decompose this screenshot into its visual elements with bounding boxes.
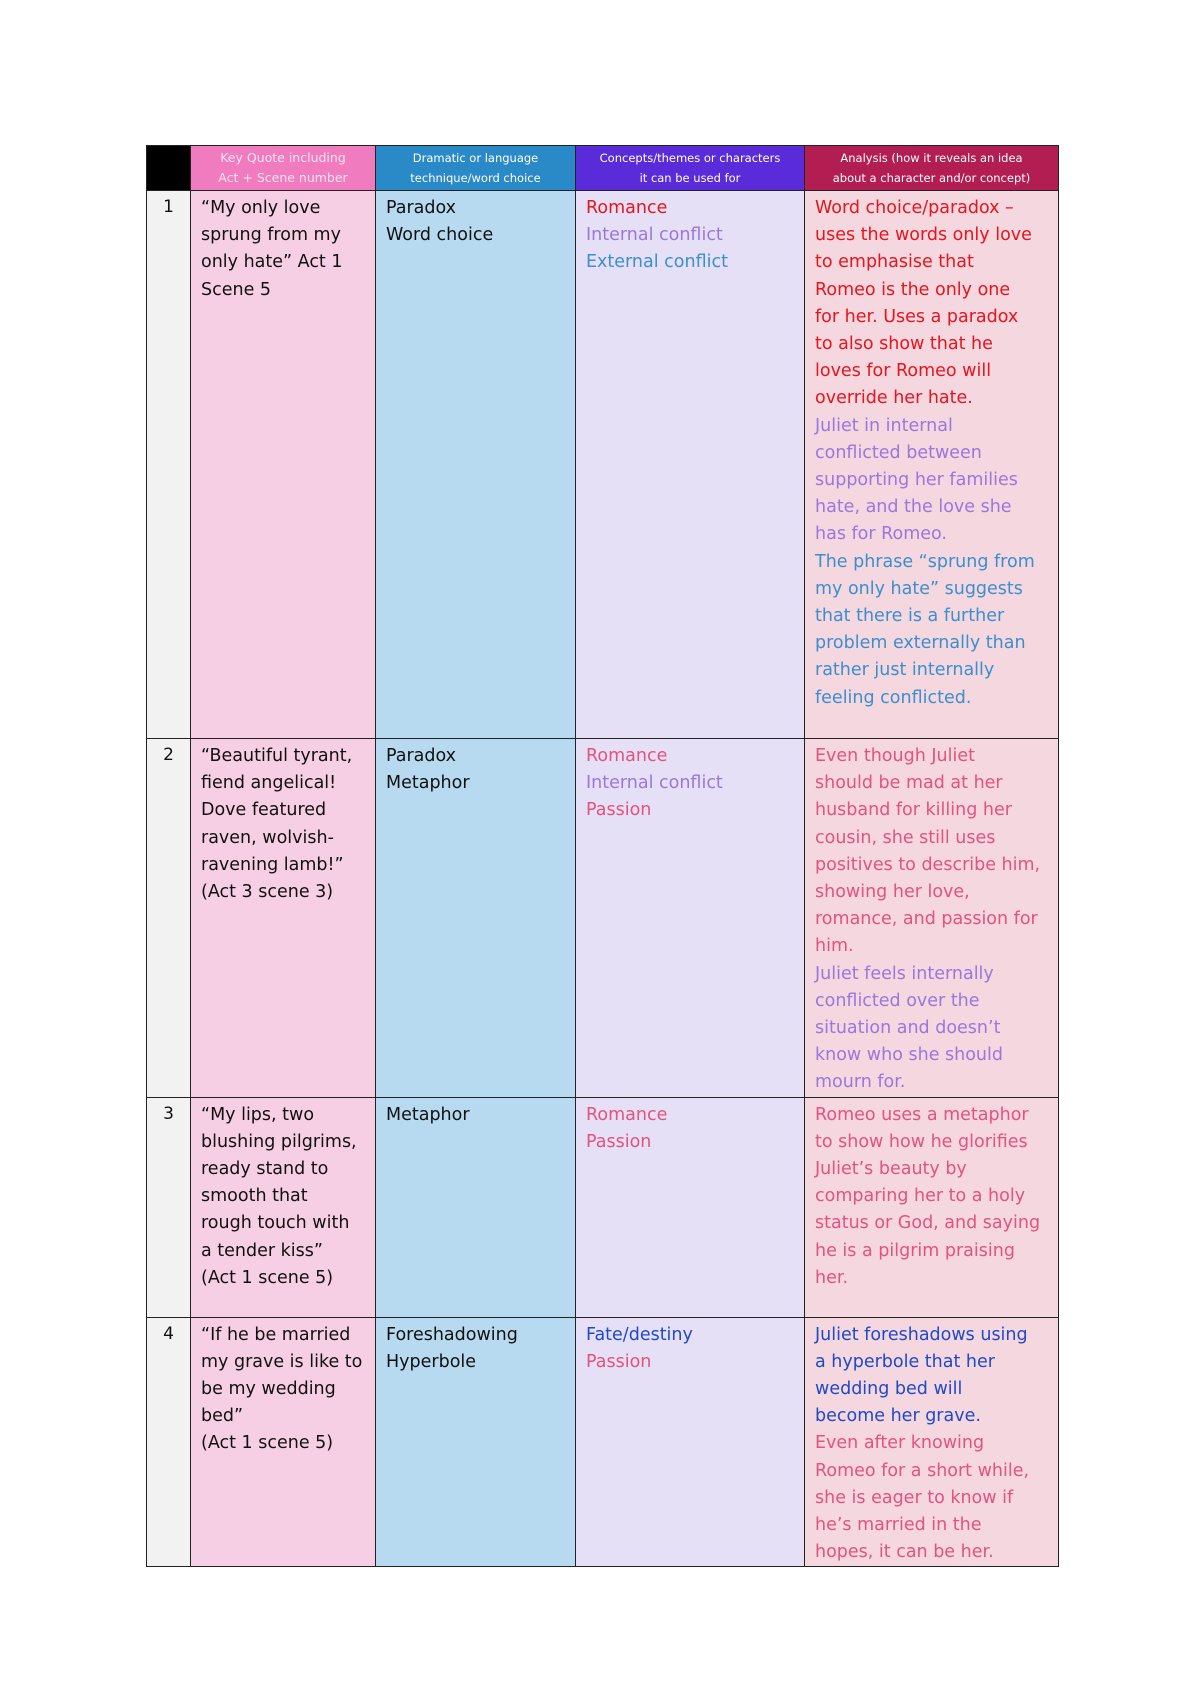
quote-line: a tender kiss” <box>201 1240 323 1261</box>
quote-line: smooth that <box>201 1186 308 1207</box>
technique-cell <box>376 1097 576 1317</box>
analysis-line: Romeo for a short while, <box>815 1460 1030 1481</box>
quote-line: be my wedding <box>201 1379 336 1400</box>
analysis-line: loves for Romeo will <box>815 361 992 382</box>
concept-item: Romance <box>586 1104 668 1125</box>
technique-cell <box>376 1317 576 1567</box>
row-number-cell <box>147 1317 191 1567</box>
technique-item: Hyperbole <box>386 1351 477 1372</box>
quote-line: Dove featured <box>201 800 327 821</box>
concept-item: Internal conflict <box>586 225 723 246</box>
quote-line: raven, wolvish- <box>201 827 334 848</box>
header-key-quote <box>191 146 376 191</box>
concept-item: Romance <box>586 746 668 766</box>
technique-item: Word choice <box>386 225 494 246</box>
analysis-line: her. <box>815 1267 849 1288</box>
analysis-cell <box>805 1317 1059 1567</box>
analysis-line: him. <box>815 936 854 957</box>
quote-line: ready stand to <box>201 1159 329 1180</box>
quote-line: “If he be married <box>201 1324 351 1345</box>
analysis-line: know who she should <box>815 1045 1003 1066</box>
quote-line: “My lips, two <box>201 1104 315 1125</box>
analysis-cell <box>805 191 1059 739</box>
concept-item: External conflict <box>586 252 728 273</box>
analysis-line: The phrase “sprung from <box>815 551 1035 572</box>
quote-line: ravening lamb!” <box>201 854 344 875</box>
row-number-cell <box>147 191 191 739</box>
analysis-line: to emphasise that <box>815 252 974 273</box>
analysis-line: wedding bed will <box>815 1379 963 1400</box>
technique-item: Paradox <box>386 746 457 766</box>
technique-item: Metaphor <box>386 1104 470 1125</box>
analysis-line: my only hate” suggests <box>815 578 1023 599</box>
row-number: 2 <box>163 745 174 765</box>
quote-cell <box>191 1317 376 1567</box>
quote-line: sprung from my <box>201 225 341 246</box>
analysis-line: hopes, it can be her. <box>815 1542 994 1563</box>
analysis-line: status or God, and saying <box>815 1213 1041 1234</box>
quote-cell <box>191 1097 376 1317</box>
analysis-line: mourn for. <box>815 1072 906 1093</box>
analysis-line: hate, and the love she <box>815 497 1012 518</box>
analysis-line: cousin, she still uses <box>815 827 996 848</box>
analysis-line: override her hate. <box>815 388 973 409</box>
header-analysis <box>805 146 1059 191</box>
table-row <box>147 739 1059 1098</box>
analysis-line: he is a pilgrim praising <box>815 1240 1015 1261</box>
technique-item: Paradox <box>386 198 457 218</box>
header-corner-cell <box>147 146 191 191</box>
table-row <box>147 1317 1059 1567</box>
row-number-cell <box>147 1097 191 1317</box>
concept-item: Passion <box>586 1351 652 1372</box>
concept-item: Passion <box>586 1131 652 1152</box>
analysis-line: Romeo uses a metaphor <box>815 1104 1029 1125</box>
quote-analysis-table <box>146 145 1059 1567</box>
analysis-line: conflicted between <box>815 442 982 463</box>
analysis-line: Word choice/paradox – <box>815 198 1014 218</box>
concepts-cell <box>576 1097 805 1317</box>
quote-line: rough touch with <box>201 1213 350 1234</box>
header-key-quote-line: Act + Scene number <box>218 170 348 185</box>
concept-item: Passion <box>586 800 652 821</box>
technique-item: Metaphor <box>386 773 470 794</box>
quote-line: (Act 1 scene 5) <box>201 1433 334 1454</box>
analysis-line: Juliet foreshadows using <box>815 1324 1028 1345</box>
analysis-line: a hyperbole that her <box>815 1351 995 1372</box>
concepts-cell <box>576 1317 805 1567</box>
header-technique-line: technique/word choice <box>410 171 541 185</box>
analysis-line: feeling conflicted. <box>815 687 972 708</box>
row-number: 4 <box>163 1323 174 1344</box>
analysis-line: Juliet’s beauty by <box>815 1159 967 1180</box>
quote-cell <box>191 191 376 739</box>
header-key-quote-line: Key Quote including <box>220 150 346 165</box>
analysis-line: positives to describe him, <box>815 854 1041 875</box>
concept-item: Internal conflict <box>586 773 723 794</box>
analysis-line: comparing her to a holy <box>815 1186 1026 1207</box>
analysis-line: Even after knowing <box>815 1433 985 1454</box>
concept-item: Fate/destiny <box>586 1324 693 1345</box>
table-row <box>147 191 1059 739</box>
analysis-line: supporting her families <box>815 470 1018 491</box>
header-concepts-line: Concepts/themes or characters <box>599 151 781 165</box>
header-analysis-line: about a character and/or concept) <box>832 171 1031 185</box>
header-analysis-line: Analysis (how it reveals an idea <box>840 151 1023 165</box>
header-row <box>147 146 1059 191</box>
quote-line: (Act 3 scene 3) <box>201 882 334 903</box>
analysis-line: he’s married in the <box>815 1515 982 1536</box>
row-number-cell <box>147 739 191 1098</box>
quote-cell <box>191 739 376 1098</box>
analysis-line: to show how he glorifies <box>815 1131 1028 1152</box>
analysis-line: uses the words only love <box>815 225 1032 246</box>
header-technique <box>376 146 576 191</box>
technique-cell <box>376 191 576 739</box>
analysis-line: that there is a further <box>815 606 1005 627</box>
analysis-line: rather just internally <box>815 660 995 681</box>
quote-line: my grave is like to <box>201 1351 363 1372</box>
quote-line: Scene 5 <box>201 279 272 300</box>
analysis-line: husband for killing her <box>815 800 1012 821</box>
concepts-cell <box>576 739 805 1098</box>
concepts-cell <box>576 191 805 739</box>
analysis-line: situation and doesn’t <box>815 1018 1001 1039</box>
analysis-line: conflicted over the <box>815 990 980 1011</box>
analysis-line: romance, and passion for <box>815 909 1038 930</box>
analysis-line: Juliet feels internally <box>815 963 994 984</box>
header-technique-line: Dramatic or language <box>412 151 539 165</box>
row-number: 1 <box>163 197 174 217</box>
analysis-line: Juliet in internal <box>815 415 953 436</box>
quote-line: (Act 1 scene 5) <box>201 1267 334 1288</box>
header-concepts-line: it can be used for <box>639 171 741 185</box>
table-row <box>147 1097 1059 1317</box>
technique-item: Foreshadowing <box>386 1324 518 1345</box>
analysis-line: she is eager to know if <box>815 1487 1014 1508</box>
analysis-line: Romeo is the only one <box>815 279 1011 300</box>
quote-line: bed” <box>201 1406 244 1427</box>
analysis-line: has for Romeo. <box>815 524 947 545</box>
analysis-line: for her. Uses a paradox <box>815 306 1019 327</box>
quote-line: “Beautiful tyrant, <box>201 746 353 766</box>
analysis-line: Even though Juliet <box>815 746 975 766</box>
quote-line: fiend angelical! <box>201 773 337 794</box>
quote-line: only hate” Act 1 <box>201 252 343 273</box>
analysis-line: become her grave. <box>815 1406 981 1427</box>
technique-cell <box>376 739 576 1098</box>
analysis-line: should be mad at her <box>815 773 1003 794</box>
row-number: 3 <box>163 1103 174 1124</box>
header-concepts <box>576 146 805 191</box>
concept-item: Romance <box>586 198 668 218</box>
analysis-cell <box>805 1097 1059 1317</box>
analysis-line: problem externally than <box>815 633 1026 654</box>
analysis-line: to also show that he <box>815 334 993 355</box>
analysis-cell <box>805 739 1059 1098</box>
analysis-line: showing her love, <box>815 882 970 903</box>
quote-line: blushing pilgrims, <box>201 1131 357 1152</box>
quote-line: “My only love <box>201 198 321 218</box>
